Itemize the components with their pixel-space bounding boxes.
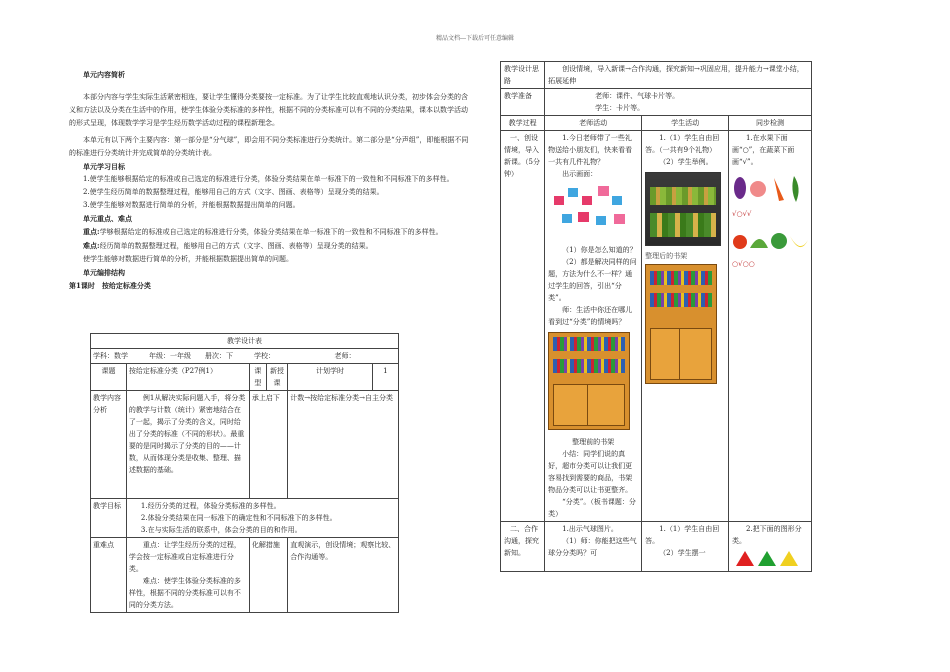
student-text: （2）学生举例。	[659, 158, 713, 166]
goal-1: 1.使学生能够根据给定的标准或自己选定的标准进行分类，体验分类结果在单一标准下的一致性和不同标准下的多样性。	[83, 175, 454, 183]
gift-boxes-image	[548, 182, 638, 242]
teacher-text: （2）都是解决同样的问题，方法为什么不一样？通过学生的回答，引出“分类”。	[548, 258, 637, 302]
gift-icon	[548, 182, 638, 242]
stage-1-label: 一、创设情境，导入新课。（5分钟）	[501, 131, 545, 522]
topic-cell: 1	[372, 364, 398, 391]
teacher-text: （1）你是怎么知道的？	[562, 246, 637, 254]
produce-row	[650, 187, 716, 205]
messy-bookshelf-image	[548, 332, 630, 430]
col-header: 教学过程	[501, 116, 545, 131]
design-table-info: 学科：数学 年级：一年级 册次：下 学校： 老师：	[91, 349, 399, 364]
prep-label: 教学准备	[501, 89, 545, 116]
prep-teacher: 老师：课件、气球卡片等。	[595, 92, 680, 100]
check-text: 2.把下面的图形分类。	[732, 525, 802, 545]
tidy-bookshelf-image	[645, 264, 717, 384]
teacher-text: 小结：同学们说的真好，超市分类可以让我们更容易找到需要的商品，书架物品分类可以让书更整齐。	[548, 450, 633, 494]
book-row	[650, 293, 712, 307]
red-triangle-icon	[736, 551, 754, 566]
key-mid: 化解措施	[249, 538, 287, 613]
key-label: 重点:	[83, 227, 100, 236]
topic-cell: 新授课	[266, 364, 288, 391]
check-text: 1.在水果下面画“○”，在蔬菜下面画“√”。	[732, 134, 795, 166]
key-text: 学够根据给定的标准或自己选定的标准进行分类，体验分类结果在单一标准下的一致性和不同标准下的多样性。	[99, 228, 443, 236]
prep-text	[545, 89, 812, 116]
produce-row	[650, 213, 716, 237]
hard-text: 经历简单的数据整理过程，能够用自己的方式（文字、图画、表格等）呈现分类的结果。	[99, 242, 373, 250]
book-row	[553, 337, 625, 351]
stage-2-label: 二、合作沟通，探究新知。	[501, 522, 545, 572]
col-header: 同步检测	[729, 116, 812, 131]
stage-1-teacher	[545, 131, 642, 522]
idea-text: 创设情境，导入新课→合作沟通，探究新知→巩固应用，提升能力→课堂小结，拓展延伸	[545, 62, 812, 89]
unit-overview	[69, 60, 470, 292]
key-label: 重难点	[91, 538, 127, 613]
content-paragraph: 本单元有以下两个主要内容：第一部分是“分气球”，即会用不同分类标准进行分类统计。第二部分是“分声组”，即能根据不同的标准进行分类统计并完成简单的分类统计表。	[69, 136, 469, 157]
idea-label: 教学设计思路	[501, 62, 545, 89]
col-header: 学生活动	[642, 116, 729, 131]
goal-label: 教学目标	[91, 499, 127, 538]
check-marks-2: ○√○○	[732, 260, 755, 268]
analysis-mid: 承上启下	[249, 391, 287, 499]
topic-cell: 课型	[249, 364, 266, 391]
cabinet-door	[587, 384, 625, 426]
stage-2-teacher	[545, 522, 642, 572]
hard-label: 难点:	[83, 241, 100, 250]
prep-student: 学生：卡片等。	[595, 104, 645, 112]
check-marks-1: √○√√	[732, 210, 752, 218]
analysis-right: 计数→按给定标准分类→自主分类	[288, 391, 399, 499]
key-text	[126, 538, 249, 613]
page-header: 精品文档---下载后可任意编辑	[435, 35, 515, 42]
student-text: 1.（1）学生自由回答。（一共有9个礼物）	[645, 134, 720, 154]
goal-2: 2.使学生经历简单的数据整理过程，能够用自己的方式（文字、图画、表格等）呈现分类的结果。	[83, 188, 384, 196]
supermarket-image	[645, 172, 721, 246]
heading-intro: 单元内容简析	[83, 70, 125, 79]
topic-cell: 计划学时	[288, 364, 373, 391]
yellow-triangle-icon	[780, 551, 798, 566]
stage-1-check	[729, 131, 812, 522]
goal-item: 1.经历分类的过程，体验分类标准的多样性。	[140, 502, 281, 510]
triangles	[736, 551, 808, 570]
book-row	[650, 271, 712, 285]
analysis-label: 教学内容分析	[91, 391, 127, 499]
key-point	[69, 225, 470, 239]
student-text: （2）学生摆一	[659, 549, 706, 557]
produce-row-1-icon	[732, 172, 808, 204]
analysis-text: 例1从解决实际问题入手，将分类的教学与计数（统计）紧密地结合在了一起，揭示了分类的含义，同时给出了分类的标准（不同的形状）。最重要的是同时揭示了分类的目的——计数，从而体现分类是收集、整理、描述数据的基础。	[126, 391, 249, 499]
stage-1-student	[642, 131, 729, 522]
process-table	[500, 61, 812, 572]
heading-key: 单元重点、难点	[83, 214, 132, 223]
cabinet-door	[679, 328, 713, 380]
produce-row-2-icon	[732, 226, 808, 254]
key-right: 直观演示，创设情境；观察比较、合作沟通等。	[288, 538, 399, 613]
heading-structure: 单元编排结构	[83, 268, 125, 277]
teacher-text: 出示画面：	[562, 170, 598, 178]
green-triangle-icon	[758, 551, 776, 566]
teacher-text: 整理前的书架	[572, 438, 615, 446]
goal-3: 3.使学生能够对数据进行简单的分析，并能根据数据提出简单的问题。	[83, 201, 300, 209]
goal-list	[126, 499, 398, 538]
design-table-title: 教学设计表	[91, 334, 399, 349]
heading-goals: 单元学习目标	[83, 162, 125, 171]
topic-row	[91, 364, 399, 391]
topic-cell: 课题	[91, 364, 127, 391]
intro-paragraph: 本部分内容与学生实际生活紧密相连，要让学生懂得分类要按一定标准。为了让学生比较直观地认识分类，初步体会分类的含义和方法以及分类在生活中的作用，使学生体验分类标准的多样性，根据不同的分类标准可以有不同的分类结果，课本以数学活动的形式呈现，体现数学学习是学生经历数学活动过程的课程新理念。	[69, 93, 468, 127]
goal-item: 3.在与实际生活的联系中，体会分类的目的和作用。	[140, 526, 302, 534]
hard-point	[69, 239, 470, 253]
teacher-text: “分类”。（板书课题：分类）	[548, 498, 636, 518]
hard-point-2: 使学生能够对数据进行简单的分析，并能根据数据提出简单的问题。	[83, 255, 293, 263]
teacher-text: 1.出示气球图片。	[562, 525, 618, 533]
topic-cell: 按给定标准分类（P27例1）	[126, 364, 249, 391]
book-row	[553, 359, 625, 373]
design-table	[90, 333, 399, 613]
stage-2-student	[642, 522, 729, 572]
key-emphasis: 重点：让学生经历分类的过程，学会按一定标准或自定标准进行分类。	[128, 541, 241, 573]
student-text: 1.（1）学生自由回答。	[645, 525, 720, 545]
student-text: 整理后的书架	[645, 252, 688, 260]
cabinet-door	[553, 384, 591, 426]
teacher-text: （1）师：你能把这些气球分分类吗？可	[548, 537, 637, 557]
goal-item: 2.体验分类结果在同一标准下的确定性和不同标准下的多样性。	[140, 514, 337, 522]
key-difficulty: 难点：使学生体验分类标准的多样性，根据不同的分类标准可以有不同的分类方法。	[128, 577, 241, 609]
teacher-text: 1.今日老师带了一些礼物送给小朋友们，快来看看一共有几件礼物？	[548, 134, 633, 166]
col-header: 老师活动	[545, 116, 642, 131]
lesson-title: 第1课时 按给定标准分类	[69, 281, 151, 290]
teacher-text: 师：生活中你还在哪儿看到过“分类”的情境吗？	[548, 306, 633, 326]
stage-2-check	[729, 522, 812, 572]
